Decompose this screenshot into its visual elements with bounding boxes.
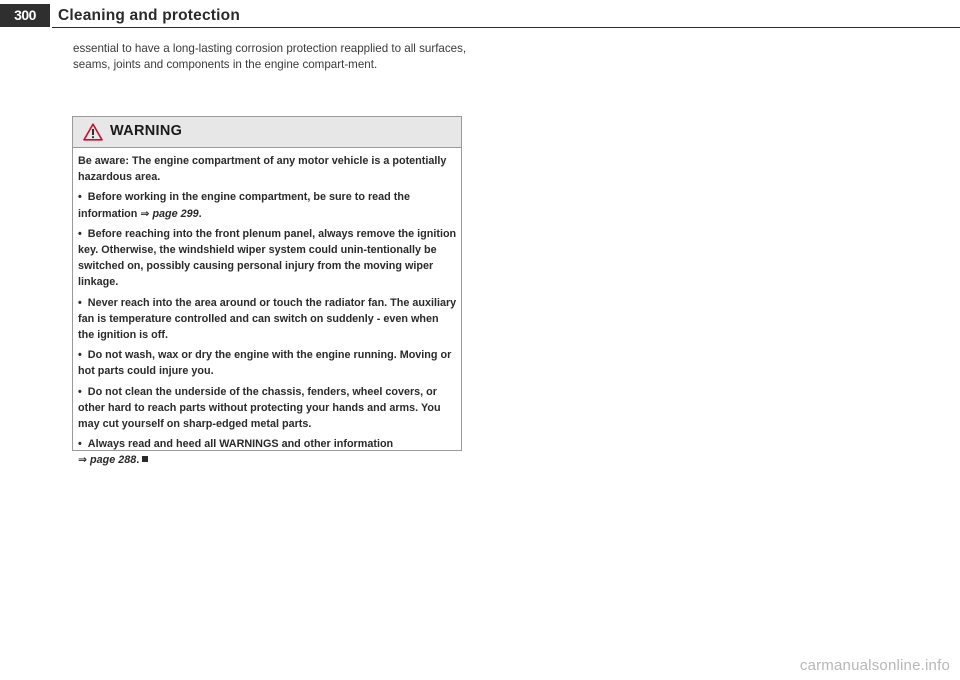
warning-item-text: Always read and heed all WARNINGS and other information bbox=[87, 438, 394, 451]
warning-item bbox=[78, 226, 457, 291]
warning-item bbox=[78, 189, 457, 221]
warning-box bbox=[72, 116, 462, 467]
arrow-icon: ⇒ bbox=[78, 454, 88, 467]
bullet: • bbox=[78, 438, 82, 451]
bullet: • bbox=[78, 296, 82, 309]
warning-item bbox=[78, 384, 457, 433]
warning-item bbox=[78, 436, 457, 468]
page-reference-link[interactable]: page 288 bbox=[90, 454, 137, 467]
warning-triangle-icon bbox=[83, 123, 103, 141]
page-number-tab bbox=[0, 4, 50, 27]
bullet: • bbox=[78, 385, 82, 398]
warning-item bbox=[78, 295, 457, 344]
warning-item-text: Never reach into the area around or touch the radiator fan. The auxiliary fan is temperature controlled and can switch on suddenly - even when the ignition is off. bbox=[78, 296, 457, 342]
page-header bbox=[0, 0, 960, 29]
arrow-icon: ⇒ bbox=[140, 207, 150, 220]
warning-body bbox=[73, 148, 461, 469]
chapter-title: Cleaning and protection bbox=[58, 7, 240, 24]
warning-item-suffix: . bbox=[136, 454, 140, 467]
warning-header bbox=[73, 117, 461, 148]
warning-item bbox=[78, 347, 457, 379]
section-end-mark bbox=[142, 456, 148, 462]
warning-lead: Be aware: The engine compartment of any motor vehicle is a potentially hazardous area. bbox=[78, 155, 447, 184]
bullet: • bbox=[78, 191, 82, 204]
bullet: • bbox=[78, 227, 82, 240]
header-divider bbox=[52, 27, 960, 28]
bullet: • bbox=[78, 349, 82, 362]
page-reference-link[interactable]: page 299 bbox=[152, 207, 199, 220]
warning-title: WARNING bbox=[110, 123, 183, 139]
intro-paragraph: essential to have a long-lasting corrosion protection reapplied to all surfaces, seams, joints and components in the engine compart-ment. bbox=[73, 42, 467, 71]
warning-item-text: Before reaching into the front plenum panel, always remove the ignition key. Otherwise, the windshield wiper system could unin-tentionally be switched on, possibly causing personal injury from the moving wiper linkage. bbox=[78, 227, 457, 289]
page-number: 300 bbox=[14, 7, 36, 23]
warning-item-text: Do not clean the underside of the chassis, fenders, wheel covers, or other hard to reach parts without protecting your hands and arms. You may cut yourself on sharp-edged metal parts. bbox=[78, 385, 441, 431]
warning-item-text: Do not wash, wax or dry the engine with the engine running. Moving or hot parts could injure you. bbox=[78, 349, 452, 378]
warning-item-suffix: . bbox=[198, 207, 202, 220]
watermark: carmanualsonline.info bbox=[799, 657, 950, 674]
warning-item-text: Before working in the engine compartment, be sure to read the information bbox=[78, 191, 410, 220]
